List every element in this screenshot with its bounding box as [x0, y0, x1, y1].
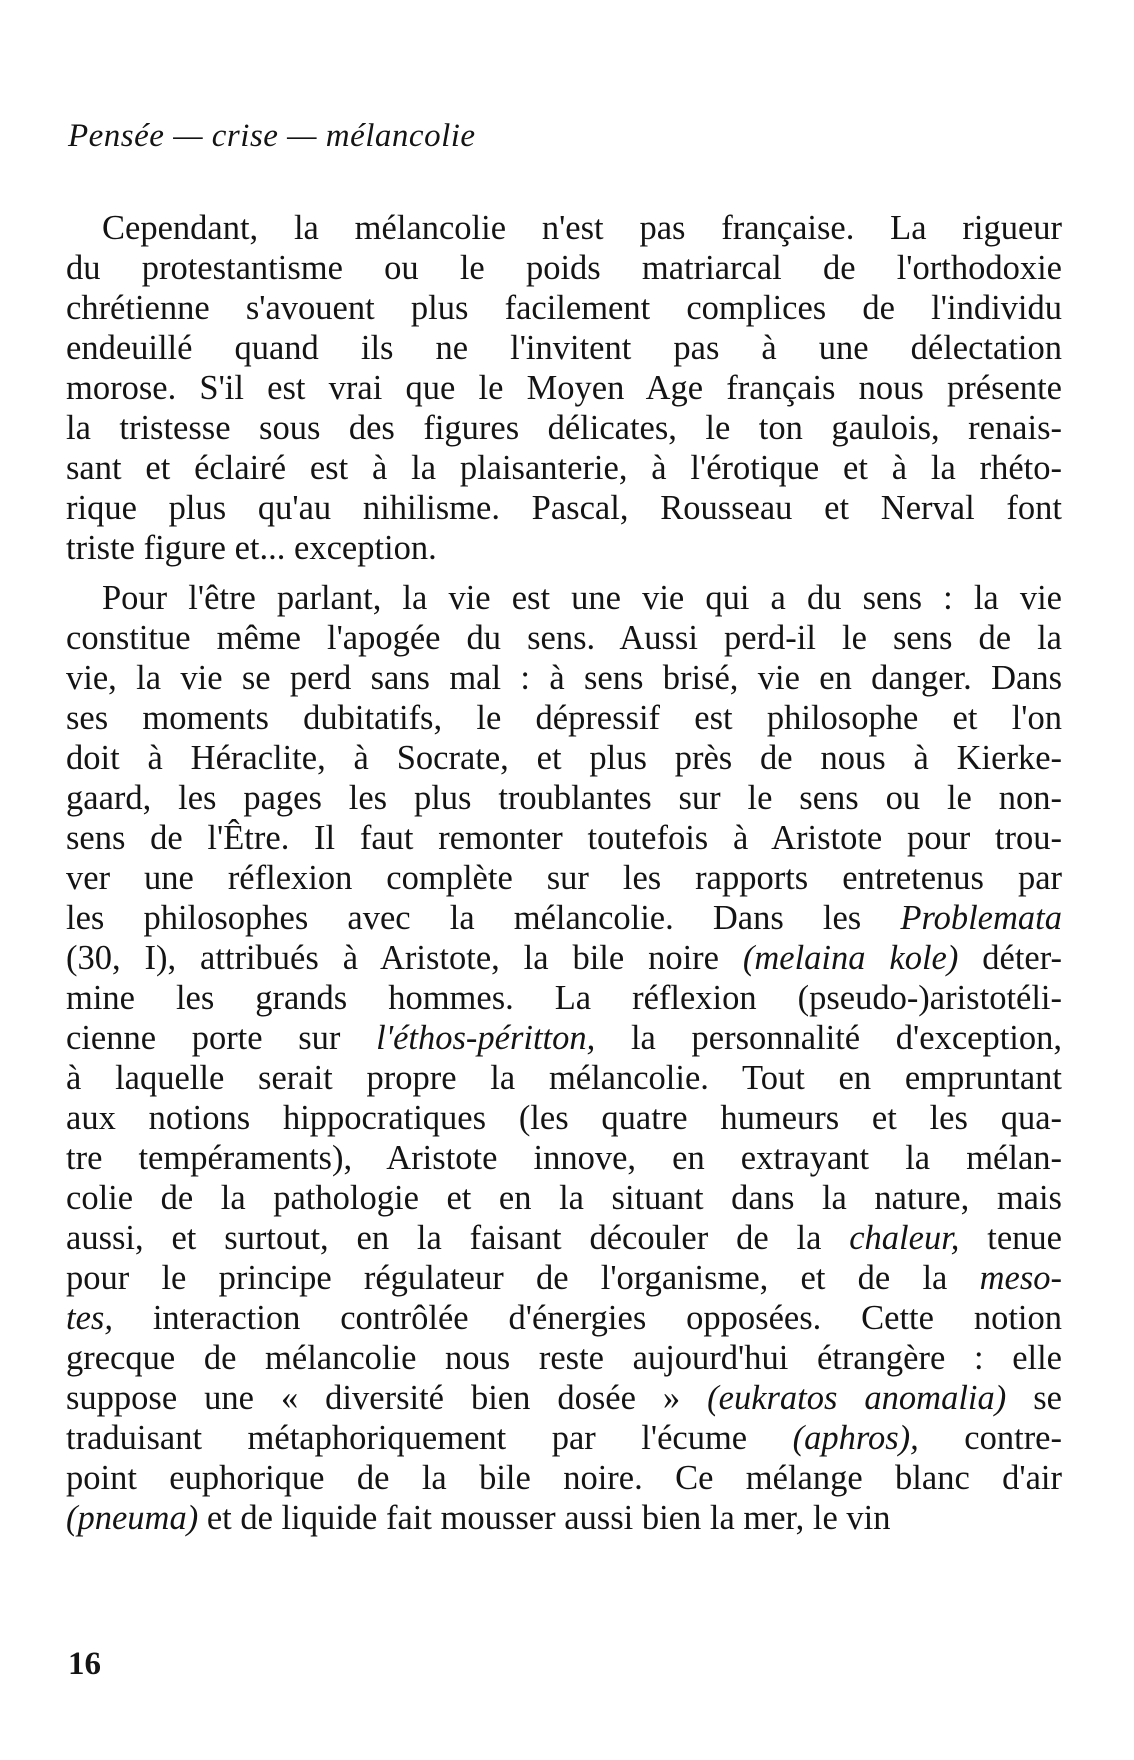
- text-line: [66, 898, 1062, 938]
- text-line: [66, 578, 1062, 618]
- text-line: [66, 1138, 1062, 1178]
- text-segment: Pour l'être parlant, la vie est une vie qui a du sens : la vie: [102, 579, 1062, 617]
- text-line: [66, 208, 1062, 248]
- text-line: [66, 248, 1062, 288]
- text-segment: aussi, et surtout, en la faisant découler de la: [66, 1219, 850, 1257]
- text-segment: traduisant métaphoriquement par l'écume: [66, 1419, 793, 1457]
- text-line: [66, 658, 1062, 698]
- text-segment: les philosophes avec la mélancolie. Dans les: [66, 899, 901, 937]
- text-line: [66, 288, 1062, 328]
- paragraph: [66, 208, 1062, 568]
- text-line: [66, 1258, 1062, 1298]
- text-segment: se: [1006, 1379, 1062, 1417]
- text-segment: constitue même l'apogée du sens. Aussi perd-il le sens de la: [66, 619, 1062, 657]
- text-segment: contre-: [918, 1419, 1062, 1457]
- text-segment: sens de l'Être. Il faut remonter toutefois à Aristote pour trou-: [66, 819, 1062, 857]
- italic-term: (pneuma): [66, 1499, 199, 1537]
- text-line: [66, 738, 1062, 778]
- italic-term: l'éthos-péritton,: [376, 1019, 596, 1057]
- text-segment: et de liquide fait mousser aussi bien la mer, le vin: [198, 1499, 891, 1537]
- text-segment: tre tempéraments), Aristote innove, en extrayant la mélan-: [66, 1139, 1062, 1177]
- text-segment: (30, I), attribués à Aristote, la bile noire: [66, 939, 743, 977]
- text-line: [66, 778, 1062, 818]
- text-segment: cienne porte sur: [66, 1019, 377, 1057]
- text-segment: sant et éclairé est à la plaisanterie, à l'érotique et à la rhéto-: [66, 449, 1062, 487]
- text-line: [66, 328, 1062, 368]
- text-line: [66, 368, 1062, 408]
- text-line: [66, 618, 1062, 658]
- text-line: [66, 1378, 1062, 1418]
- text-line: [66, 448, 1062, 488]
- text-segment: triste figure et... exception.: [66, 529, 437, 567]
- italic-term: tes,: [66, 1299, 113, 1337]
- italic-term: Problemata: [900, 899, 1062, 937]
- paragraph: [66, 578, 1062, 1538]
- text-segment: tenue: [959, 1219, 1062, 1257]
- text-line: [66, 1418, 1062, 1458]
- running-head: Pensée — crise — mélancolie: [68, 118, 476, 154]
- text-line: [66, 938, 1062, 978]
- text-line: [66, 858, 1062, 898]
- text-line: [66, 818, 1062, 858]
- text-segment: ver une réflexion complète sur les rapports entretenus par: [66, 859, 1062, 897]
- text-segment: interaction contrôlée d'énergies opposées. Cette notion: [112, 1299, 1062, 1337]
- text-segment: rique plus qu'au nihilisme. Pascal, Rousseau et Nerval font: [66, 489, 1062, 527]
- text-line: [66, 698, 1062, 738]
- text-segment: point euphorique de la bile noire. Ce mélange blanc d'air: [66, 1459, 1062, 1497]
- text-segment: grecque de mélancolie nous reste aujourd'hui étrangère : elle: [66, 1339, 1062, 1377]
- text-line: [66, 408, 1062, 448]
- italic-term: meso-: [979, 1259, 1062, 1297]
- italic-term: (melaina kole): [742, 939, 959, 977]
- body-text: [66, 208, 1062, 1538]
- text-segment: pour le principe régulateur de l'organisme, et de la: [66, 1259, 980, 1297]
- text-line: [66, 978, 1062, 1018]
- text-segment: suppose une « diversité bien dosée »: [66, 1379, 708, 1417]
- text-segment: chrétienne s'avouent plus facilement complices de l'individu: [66, 289, 1062, 327]
- text-line: [66, 1338, 1062, 1378]
- text-segment: ses moments dubitatifs, le dépressif est philosophe et l'on: [66, 699, 1062, 737]
- text-segment: colie de la pathologie et en la situant dans la nature, mais: [66, 1179, 1062, 1217]
- text-segment: vie, la vie se perd sans mal : à sens brisé, vie en danger. Dans: [66, 659, 1062, 697]
- text-segment: Cependant, la mélancolie n'est pas française. La rigueur: [102, 209, 1062, 247]
- italic-term: chaleur,: [849, 1219, 960, 1257]
- text-segment: endeuillé quand ils ne l'invitent pas à une délectation: [66, 329, 1062, 367]
- text-line: [66, 1458, 1062, 1498]
- italic-term: (aphros),: [792, 1419, 919, 1457]
- text-segment: morose. S'il est vrai que le Moyen Age français nous présente: [66, 369, 1062, 407]
- text-segment: la tristesse sous des figures délicates, le ton gaulois, renais-: [66, 409, 1062, 447]
- text-line: [66, 528, 1062, 568]
- text-line: [66, 1178, 1062, 1218]
- text-segment: à laquelle serait propre la mélancolie. Tout en empruntant: [66, 1059, 1062, 1097]
- text-segment: déter-: [958, 939, 1063, 977]
- text-segment: du protestantisme ou le poids matriarcal de l'orthodoxie: [66, 249, 1062, 287]
- text-line: [66, 1218, 1062, 1258]
- text-line: [66, 1498, 1062, 1538]
- text-line: [66, 1018, 1062, 1058]
- text-segment: la personnalité d'exception,: [595, 1019, 1062, 1057]
- text-segment: mine les grands hommes. La réflexion (pseudo-)aristotéli-: [66, 979, 1062, 1017]
- text-line: [66, 1058, 1062, 1098]
- text-line: [66, 488, 1062, 528]
- text-line: [66, 1298, 1062, 1338]
- page-number: 16: [68, 1646, 101, 1682]
- text-segment: gaard, les pages les plus troublantes sur le sens ou le non-: [66, 779, 1062, 817]
- text-line: [66, 1098, 1062, 1138]
- text-segment: doit à Héraclite, à Socrate, et plus près de nous à Kierke-: [66, 739, 1062, 777]
- text-segment: aux notions hippocratiques (les quatre humeurs et les qua-: [66, 1099, 1062, 1137]
- italic-term: (eukratos anomalia): [707, 1379, 1007, 1417]
